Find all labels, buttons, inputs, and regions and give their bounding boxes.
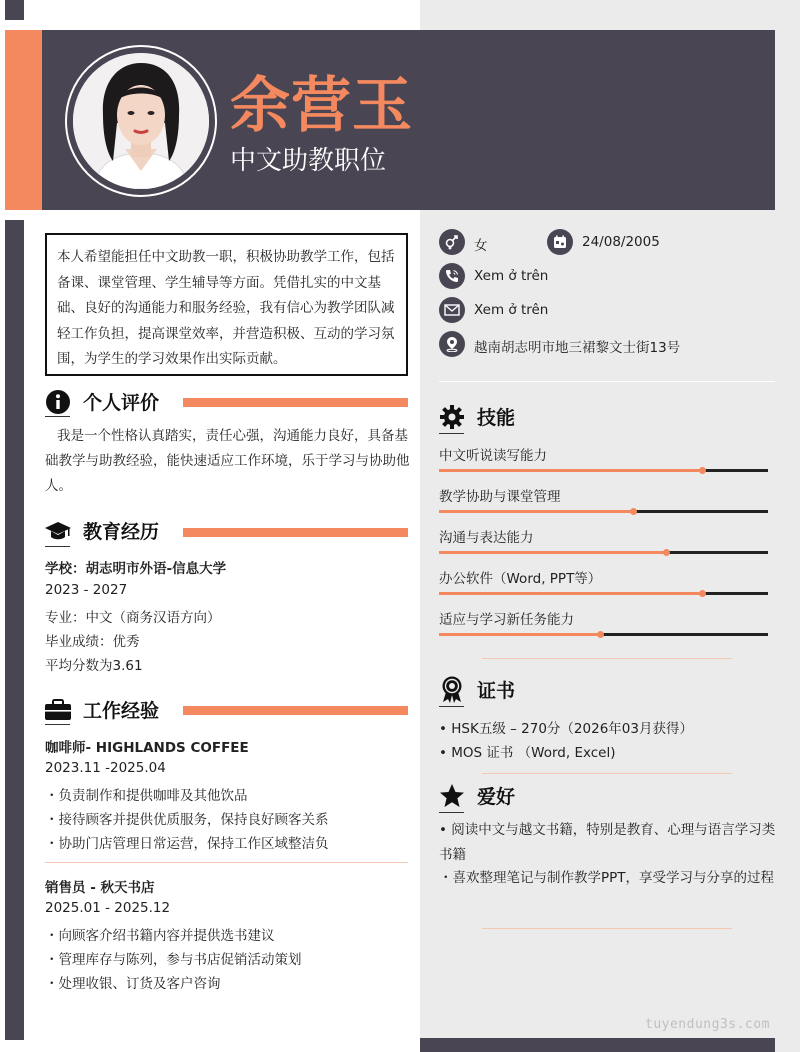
skill-fill <box>439 469 702 472</box>
skill-marker <box>597 631 604 638</box>
job-separator <box>45 862 408 863</box>
location-icon <box>439 331 465 357</box>
skills-separator <box>482 658 732 659</box>
job-period: 2023.11 -2025.04 <box>45 760 166 776</box>
contact-birthday: 24/08/2005 <box>582 234 660 250</box>
job-duty: ・接待顾客并提供优质服务，保持良好顾客关系 <box>45 812 329 828</box>
skill-name: 办公软件（Word, PPT等） <box>439 571 602 587</box>
education-school: 学校：胡志明市外语-信息大学 <box>45 561 227 577</box>
hobbies-separator <box>482 928 732 929</box>
contact-gender: 女 <box>474 238 488 254</box>
skill-marker <box>630 508 637 515</box>
education-section-title: 教育经历 <box>45 517 159 544</box>
education-period: 2023 - 2027 <box>45 582 128 598</box>
skill-name: 中文听说读写能力 <box>439 448 547 464</box>
education-major: 专业：中文（商务汉语方向） <box>45 610 221 626</box>
job-duty: ・协助门店管理日常运营，保持工作区域整洁负 <box>45 836 329 852</box>
contact-phone: Xem ở trên <box>474 268 549 284</box>
skill-marker <box>699 590 706 597</box>
section-underline <box>45 416 70 417</box>
evaluation-section-title: 个人评价 <box>45 388 159 415</box>
profile-photo <box>73 53 209 189</box>
hobby-item: • 阅读中文与越文书籍，特别是教育、心理与语言学习类书籍 <box>439 822 776 863</box>
info-icon <box>45 389 71 415</box>
skills-section-title: 技能 <box>439 403 515 430</box>
award-icon <box>439 677 465 703</box>
skill-name: 沟通与表达能力 <box>439 530 534 546</box>
skill-bar <box>439 551 768 554</box>
email-icon <box>439 297 465 323</box>
star-icon <box>439 783 465 809</box>
skill-fill <box>439 510 633 513</box>
job-duty: ・向顾客介绍书籍内容并提供选书建议 <box>45 928 275 944</box>
career-objective: 本人希望能担任中文助教一职，积极协助教学工作，包括备课、课堂管理、学生辅导等方面。凭借扎实的中文基础、良好的沟通能力和服务经验，我有信心为教学团队减轻工作负担，提高课堂效率，并营造积极、互动的学习氛围，为学生的学习效果作出实际贡献。 <box>45 233 408 376</box>
job-duty: ・管理库存与陈列，参与书店促销活动策划 <box>45 952 302 968</box>
skill-name: 教学协助与课堂管理 <box>439 489 561 505</box>
hobby-item: ・喜欢整理笔记与制作教学PPT，享受学习与分享的过程 <box>439 870 775 886</box>
section-underline <box>45 724 70 725</box>
skill-fill <box>439 551 666 554</box>
calendar-icon <box>547 229 573 255</box>
job-role: 咖啡师- HIGHLANDS COFFEE <box>45 740 249 756</box>
hobbies-section-title: 爱好 <box>439 782 515 809</box>
header-accent-strip <box>5 30 42 210</box>
evaluation-text: 我是一个性格认真踏实，责任心强，沟通能力良好，具备基础教学与助教经验，能快速适应工作环境，乐于学习与协助他人。 <box>45 428 410 494</box>
phone-icon <box>439 263 465 289</box>
skill-bar <box>439 633 768 636</box>
contact-separator <box>439 381 775 382</box>
skill-marker <box>699 467 706 474</box>
job-duty: ・处理收银、订货及客户咨询 <box>45 976 221 992</box>
watermark: tuyendung3s.com <box>645 1017 770 1032</box>
decorative-left-bar <box>5 220 24 1040</box>
section-underline <box>439 706 464 707</box>
contact-address: 越南胡志明市地三裙黎文士街13号 <box>474 340 681 356</box>
section-rule <box>183 528 408 537</box>
education-gpa: 平均分数为3.61 <box>45 658 143 674</box>
skill-bar <box>439 510 768 513</box>
skill-fill <box>439 633 600 636</box>
certificate-item: • MOS 证书 （Word, Excel) <box>439 745 616 761</box>
contact-email: Xem ở trên <box>474 302 549 318</box>
job-duty: ・负责制作和提供咖啡及其他饮品 <box>45 788 248 804</box>
certificates-section-title: 证书 <box>439 676 515 703</box>
gear-icon <box>439 404 465 430</box>
experience-section-title: 工作经验 <box>45 696 159 723</box>
briefcase-icon <box>45 697 71 723</box>
graduation-cap-icon <box>45 518 71 544</box>
job-role: 销售员 - 秋天书店 <box>45 880 155 896</box>
skill-bar <box>439 592 768 595</box>
skill-fill <box>439 592 702 595</box>
skill-name: 适应与学习新任务能力 <box>439 612 574 628</box>
section-underline <box>439 433 464 434</box>
candidate-name: 余营玉 <box>230 71 413 141</box>
decorative-bottom-bar <box>420 1038 775 1052</box>
target-position: 中文助教职位 <box>230 146 387 176</box>
section-underline <box>439 812 464 813</box>
decorative-top-stub <box>5 0 24 20</box>
section-underline <box>45 546 70 547</box>
skill-bar <box>439 469 768 472</box>
education-grade: 毕业成绩：优秀 <box>45 634 140 650</box>
certificates-separator <box>482 773 732 774</box>
section-rule <box>183 398 408 407</box>
certificate-item: • HSK五级 – 270分（2026年03月获得） <box>439 721 693 737</box>
gender-icon <box>439 229 465 255</box>
section-rule <box>183 706 408 715</box>
skill-marker <box>663 549 670 556</box>
job-period: 2025.01 - 2025.12 <box>45 900 171 916</box>
